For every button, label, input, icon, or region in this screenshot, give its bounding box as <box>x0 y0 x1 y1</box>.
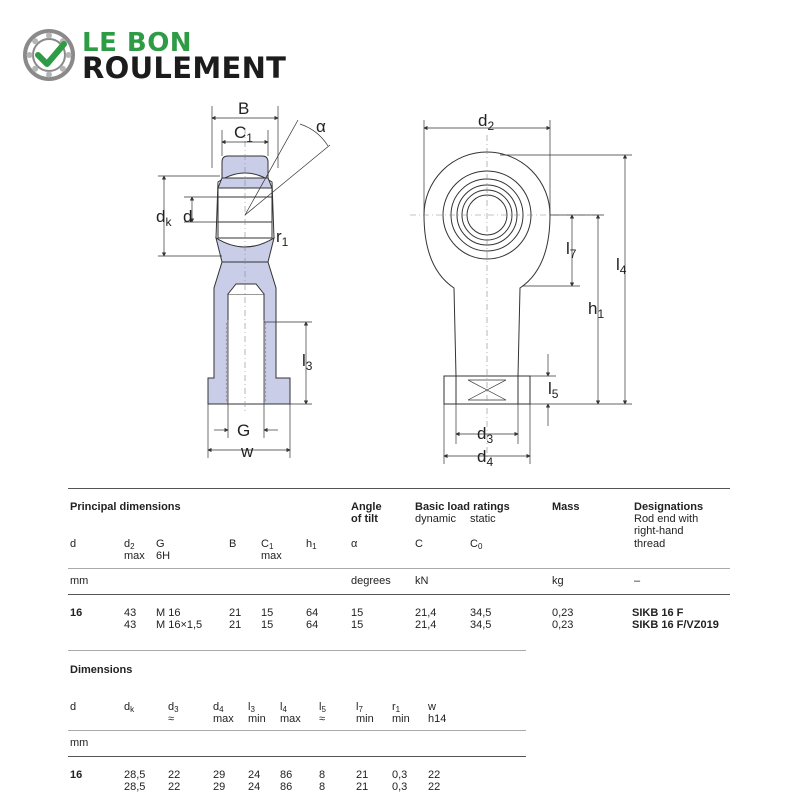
unit-dash: – <box>634 575 641 587</box>
label-d3: d <box>477 424 487 443</box>
unit-kg: kg <box>552 575 564 587</box>
t2-subheader-l5: $l_5$ <box>319 701 326 714</box>
t2-subheader-d3: $d_3$ <box>168 701 179 714</box>
label-C1: C <box>234 123 247 142</box>
subheader-C: C <box>415 538 423 550</box>
subheader-C1-max: max <box>261 550 282 562</box>
front-view <box>158 106 330 458</box>
side-view <box>410 120 632 464</box>
header-angle-2: of tilt <box>351 513 378 525</box>
label-l4: l <box>616 255 620 274</box>
label-dk: d <box>156 207 166 226</box>
table1-bottom-rule <box>68 650 526 651</box>
svg-text:r1: $r_1$ <box>276 227 289 249</box>
svg-text:l4: $l_4$ <box>616 255 627 277</box>
t2-subheader-dk: $d_k$ <box>124 701 135 714</box>
subheader-d2-max: max <box>124 550 145 562</box>
subheader-B: B <box>229 538 237 550</box>
t2-unit-mm: mm <box>70 737 89 749</box>
svg-text:l7: $l_7$ <box>566 239 577 261</box>
header-principal: Principal dimensions <box>70 501 181 513</box>
label-alpha: α <box>316 117 326 136</box>
header-desig-2: Rod end with <box>634 513 699 525</box>
table1-group-d: 16 <box>70 607 83 619</box>
table2-units-rule <box>68 756 526 757</box>
designation: SIKB 16 F <box>632 607 684 619</box>
subheader-d: d <box>70 538 77 550</box>
t2-subheader-r1: $r_1$ <box>392 701 401 714</box>
subheader-C0: $C_0$ <box>470 538 483 551</box>
header-basic-load: Basic load ratings <box>415 501 510 513</box>
header-angle-1: Angle <box>351 501 382 513</box>
t2-subheader-l4: $l_4$ <box>280 701 287 714</box>
label-r1: r <box>276 227 282 246</box>
header-desig-4: thread <box>634 538 666 550</box>
table1-top-rule <box>68 488 730 489</box>
svg-text:d3: $d_3$ <box>477 424 494 446</box>
label-w: w <box>241 442 254 461</box>
t2-subheader-d4: $d_4$ <box>213 701 224 714</box>
header-static: static <box>470 513 496 525</box>
bearing-check-icon <box>22 28 76 82</box>
svg-text:l5: $l_5$ <box>548 379 559 401</box>
label-d2: d <box>478 111 488 130</box>
label-G: G <box>237 421 251 440</box>
label-l7: l <box>566 239 570 258</box>
subheader-alpha: α <box>351 538 358 550</box>
subheader-C1: $C_1$ <box>261 538 274 551</box>
label-h1: h <box>588 299 598 318</box>
logo-line2: ROULEMENT <box>82 51 287 85</box>
label-l5: l <box>548 379 552 398</box>
rod-end-drawing <box>0 90 800 470</box>
table1-units-rule <box>68 594 730 595</box>
header-desig-3: right-hand <box>634 525 684 537</box>
svg-text:l3: $l_3$ <box>302 351 313 373</box>
table2-group-d: 16 <box>70 769 83 781</box>
svg-text:dk: $d_k$ <box>156 207 172 229</box>
unit-mm: mm <box>70 575 89 587</box>
label-d: d <box>183 207 193 226</box>
table2-subheader-rule <box>68 730 526 731</box>
subheader-G-6H: 6H <box>156 550 171 562</box>
label-d4: d <box>477 447 487 466</box>
t2-subheader-l3: $l_3$ <box>248 701 255 714</box>
svg-text:d4: $d_4$ <box>477 447 494 469</box>
t2-subheader-w: w <box>428 701 436 713</box>
label-B: B <box>238 99 250 118</box>
subheader-d2: $d_2$ <box>124 538 135 551</box>
subheader-G: G <box>156 538 165 550</box>
t2-subheader-l7: $l_7$ <box>356 701 363 714</box>
header-dynamic: dynamic <box>415 513 456 525</box>
header-mass: Mass <box>552 501 580 513</box>
unit-kN: kN <box>415 575 429 587</box>
svg-text:h1: $h_1$ <box>588 299 605 321</box>
designation: SIKB 16 F/VZ019 <box>632 619 719 631</box>
table1-subheader-rule <box>68 568 730 569</box>
svg-text:C1: $C_1$ <box>234 123 253 145</box>
unit-degrees: degrees <box>351 575 391 587</box>
svg-text:d2: $d_2$ <box>478 111 495 133</box>
label-l3: l <box>302 351 306 370</box>
header-designations: Designations <box>634 501 704 513</box>
table2-title: Dimensions <box>70 664 133 676</box>
subheader-h1: $h_1$ <box>306 538 317 551</box>
t2-subheader-d: d <box>70 701 77 713</box>
logo-line1: LE BON <box>82 28 193 58</box>
